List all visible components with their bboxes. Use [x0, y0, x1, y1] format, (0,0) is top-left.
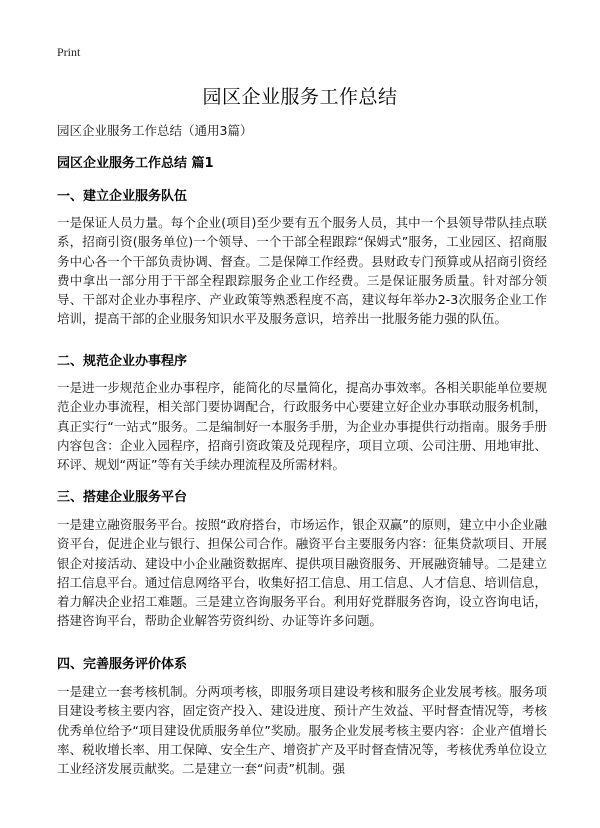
- section-heading-1: 一、建立企业服务队伍: [57, 189, 188, 204]
- section-paragraph-1: 一是保证人员力量。每个企业(项目)至少要有五个服务人员，其中一个县领导带队挂点联系，招商引资(服务单位)一个领导、一个干部全程跟踪“保姆式”服务，工业园区、招商服务中心各一个干部负责协调、督查。二是保障工作经费。县财政专门预算或从招商引资经费中拿出一部分用于干部全程跟踪服务企业工作经费。三是保证服务质量。针对部分领导、干部对企业办事程序、产业政策等熟悉程度不高，建议每年举办2-3次服务企业工作培训，提高干部的企业服务知识水平及服务意识，培养出一批服务能力强的队伍。: [57, 215, 547, 327]
- section-paragraph-4: 一是建立一套考核机制。分两项考核，即服务项目建设考核和服务企业发展考核。服务项目建设考核主要内容，固定资产投入、建设进度、预计产生效益、平时督查情况等，考核优秀单位给予“项目建设优质服务单位”奖励。服务企业发展考核主要内容：企业产值增长率、税收增长率、用工保障、安全生产、增资扩产及平时督查情况等，考核优秀单位设立工业经济发展贡献奖。二是建立一套“问责”机制。强: [57, 684, 547, 777]
- section-heading-4: 四、完善服务评价体系: [57, 657, 188, 672]
- section-heading-2: 二、规范企业办事程序: [57, 354, 188, 369]
- page-title: 园区企业服务工作总结: [202, 86, 398, 108]
- section-paragraph-2: 一是进一步规范企业办事程序，能简化的尽量简化，提高办事效率。各相关职能单位要规范企业办事流程，相关部门要协调配合，行政服务中心要建立好企业办事联动服务机制，真正实行“一站式”服务。二是编制好一本服务手册，为企业办事提供行动指南。服务手册内容包含：企业入园程序，招商引资政策及兑现程序，项目立项、公司注册、用地审批、环评、规划“两证”等有关手续办理流程及所需材料。: [57, 380, 547, 473]
- document-subtitle: 园区企业服务工作总结（通用3篇）: [57, 123, 253, 138]
- article-heading: 园区企业服务工作总结 篇1: [57, 156, 214, 171]
- section-paragraph-3: 一是建立融资服务平台。按照“政府搭台，市场运作，银企双赢”的原则，建立中小企业融资平台，促进企业与银行、担保公司合作。融资平台主要服务内容：征集贷款项目、开展银企对接活动、建设中小企业融资数据库、提供项目融资服务、开展融资辅导。二是建立招工信息平台。通过信息网络平台，收集好招工信息、用工信息、人才信息、培训信息，着力解决企业招工难题。三是建立咨询服务平台。利用好党群服务咨询，设立咨询电话，搭建咨询平台，帮助企业解答劳资纠纷、办证等许多问题。: [57, 517, 547, 629]
- section-heading-3: 三、搭建企业服务平台: [57, 490, 188, 505]
- print-link[interactable]: Print: [57, 45, 81, 59]
